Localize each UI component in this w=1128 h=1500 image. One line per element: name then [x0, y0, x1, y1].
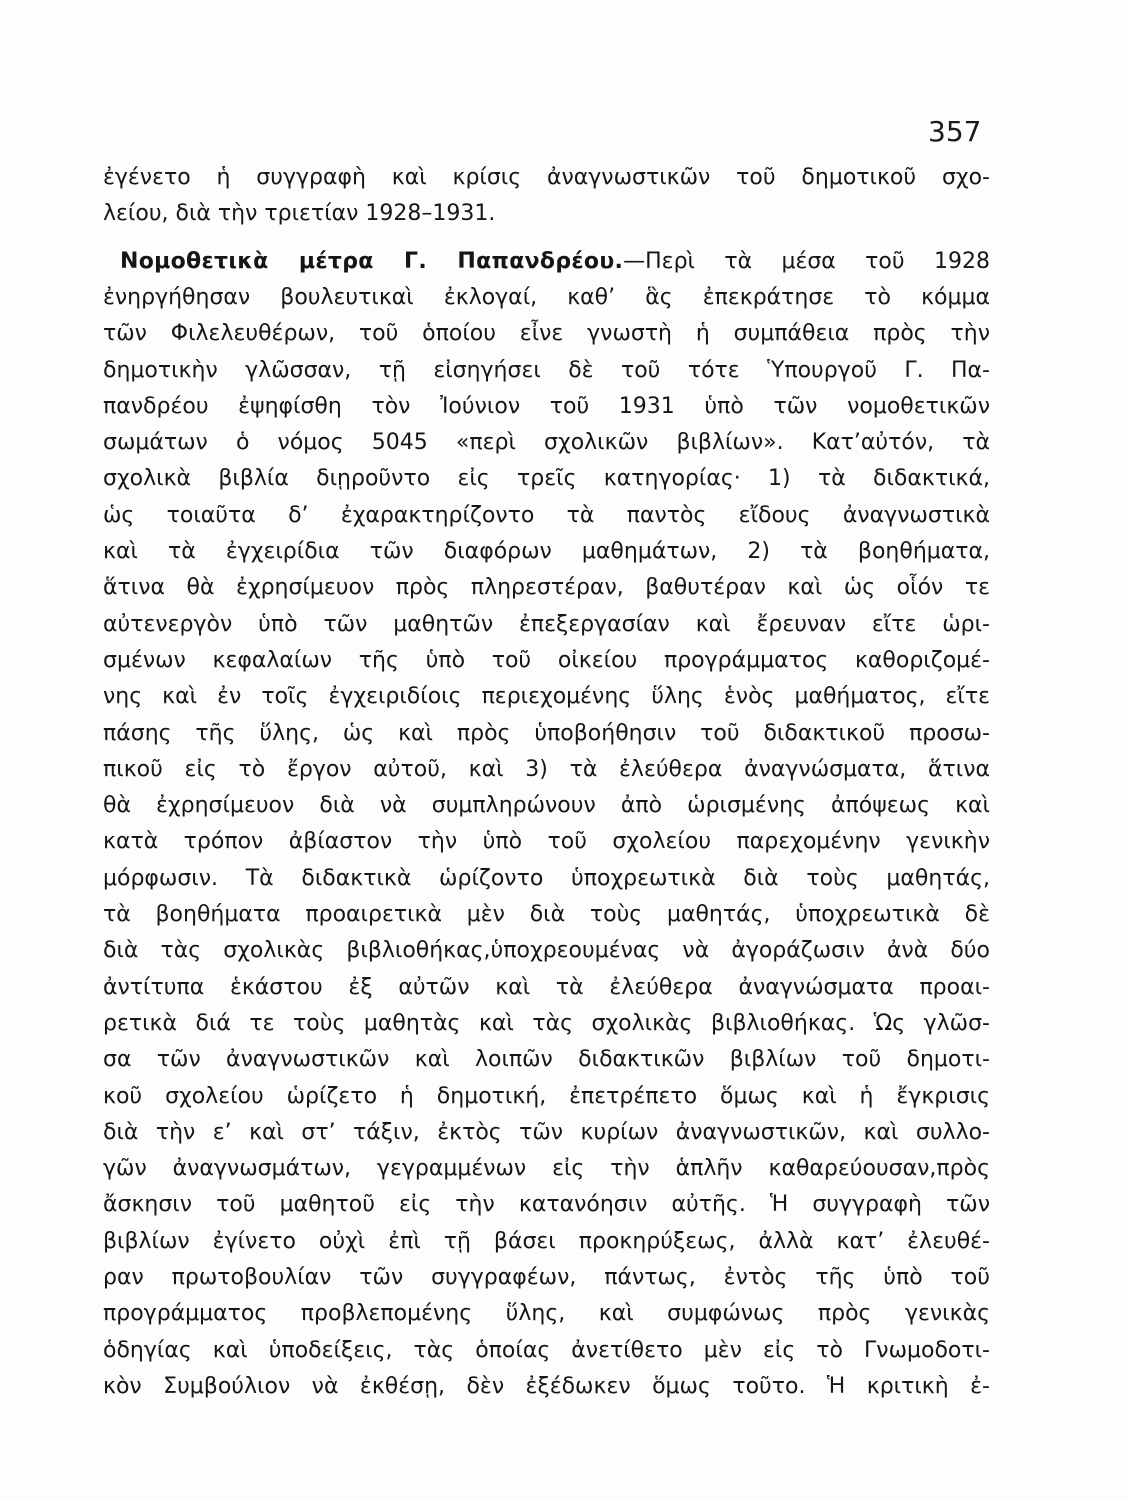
text-line: κοῦ σχολείου ὡρίζετο ἡ δημοτική, ἐπετρέπετο ὅμως καὶ ἡ ἔγκρισις — [103, 1083, 990, 1109]
text-line: κατὰ τρόπον ἀβίαστον τὴν ὑπὸ τοῦ σχολείου παρεχομένην γενικὴν — [103, 829, 990, 855]
text-line: σμένων κεφαλαίων τῆς ὑπὸ τοῦ οἰκείου προγράμματος καθοριζομέ- — [103, 647, 990, 673]
text-line: σχολικὰ βιβλία διῃροῦντο εἰς τρεῖς κατηγορίας· 1) τὰ διδακτικά, — [103, 466, 990, 492]
text-line: σα τῶν ἀναγνωστικῶν καὶ λοιπῶν διδακτικῶν βιβλίων τοῦ δημοτι- — [103, 1047, 990, 1073]
text-line: τῶν Φιλελευθέρων, τοῦ ὁποίου εἶνε γνωστὴ ἡ συμπάθεια πρὸς τὴν — [103, 321, 990, 347]
text-line: διὰ τὴν ε’ καὶ στ’ τάξιν, ἐκτὸς τῶν κυρίων ἀναγνωστικῶν, καὶ συλλο- — [103, 1119, 990, 1145]
page-number: 357 — [928, 115, 982, 148]
text-line: κὸν Συμβούλιον νὰ ἐκθέσῃ, δὲν ἐξέδωκεν ὅμως τοῦτο. Ἡ κριτικὴ ἐ- — [103, 1373, 990, 1399]
text-line: ἄσκησιν τοῦ μαθητοῦ εἰς τὴν κατανόησιν αὐτῆς. Ἡ συγγραφὴ τῶν — [103, 1192, 990, 1218]
text-line: ὁδηγίας καὶ ὑποδείξεις, τὰς ὁποίας ἀνετίθετο μὲν εἰς τὸ Γνωμοδοτι- — [103, 1337, 990, 1363]
text-line: βιβλίων ἐγίνετο οὐχὶ ἐπὶ τῇ βάσει προκηρύξεως, ἀλλὰ κατ’ ἐλευθέ- — [103, 1228, 990, 1254]
text-line: ἅτινα θὰ ἐχρησίμευον πρὸς πληρεστέραν, βαθυτέραν καὶ ὡς οἷόν τε — [103, 575, 990, 601]
text-line: μόρφωσιν. Τὰ διδακτικὰ ὡρίζοντο ὑποχρεωτικὰ διὰ τοὺς μαθητάς, — [103, 865, 990, 891]
text-line: λείου, διὰ τὴν τριετίαν 1928–1931. — [103, 201, 496, 226]
intro-lines — [103, 160, 990, 232]
text-line: καὶ τὰ ἐγχειρίδια τῶν διαφόρων μαθημάτων, 2) τὰ βοηθήματα, — [103, 539, 990, 565]
text-line: δημοτικὴν γλῶσσαν, τῇ εἰσηγήσει δὲ τοῦ τότε Ὑπουργοῦ Γ. Πα- — [103, 357, 990, 383]
text-line: γῶν ἀναγνωσμάτων, γεγραμμένων εἰς τὴν ἁπλῆν καθαρεύουσαν,πρὸς — [103, 1156, 990, 1182]
text-line: πικοῦ εἰς τὸ ἔργον αὐτοῦ, καὶ 3) τὰ ἐλεύθερα ἀναγνώσματα, ἅτινα — [103, 756, 990, 782]
section-heading-title: Νομοθετικὰ μέτρα Γ. Παπανδρέου. — [120, 249, 624, 274]
text-line: ἀντίτυπα ἑκάστου ἐξ αὐτῶν καὶ τὰ ἐλεύθερα ἀναγνώσματα προαι- — [103, 974, 990, 1000]
section-heading-text: —Περὶ τὰ μέσα τοῦ 1928 — [623, 249, 990, 274]
text-line: ραν πρωτοβουλίαν τῶν συγγραφέων, πάντως, ἐντὸς τῆς ὑπὸ τοῦ — [103, 1265, 990, 1291]
text-line: αὐτενεργὸν ὑπὸ τῶν μαθητῶν ἐπεξεργασίαν καὶ ἔρευναν εἴτε ὡρι- — [103, 611, 990, 637]
text-line: σωμάτων ὁ νόμος 5045 «περὶ σχολικῶν βιβλίων». Κατ’αὐτόν, τὰ — [103, 430, 990, 456]
section-heading-line — [103, 244, 990, 280]
text-line: ρετικὰ διά τε τοὺς μαθητὰς καὶ τὰς σχολικὰς βιβλιοθήκας. Ὡς γλῶσ- — [103, 1010, 990, 1036]
section-heading-block — [103, 244, 990, 280]
text-line: πάσης τῆς ὕλης, ὡς καὶ πρὸς ὑποβοήθησιν τοῦ διδακτικοῦ προσω- — [103, 720, 990, 746]
text-line: νης καὶ ἐν τοῖς ἐγχειριδίοις περιεχομένης ὕλης ἑνὸς μαθήματος, εἴτε — [103, 684, 990, 710]
text-line: ὡς τοιαῦτα δ’ ἐχαρακτηρίζοντο τὰ παντὸς εἴδους ἀναγνωστικὰ — [103, 502, 990, 528]
text-line: ἐνηργήθησαν βουλευτικαὶ ἐκλογαί, καθ’ ἃς ἐπεκράτησε τὸ κόμμα — [103, 285, 990, 310]
text-line: διὰ τὰς σχολικὰς βιβλιοθήκας,ὑποχρεουμένας νὰ ἀγοράζωσιν ἀνὰ δύο — [103, 938, 990, 964]
text-line: θὰ ἐχρησίμευον διὰ νὰ συμπληρώνουν ἀπὸ ὡρισμένης ἀπόψεως καὶ — [103, 793, 990, 819]
body-text — [103, 280, 990, 1405]
text-line: ἐγένετο ἡ συγγραφὴ καὶ κρίσις ἀναγνωστικῶν τοῦ δημοτικοῦ σχο- — [103, 165, 990, 190]
text-line: προγράμματος προβλεπομένης ὕλης, καὶ συμφώνως πρὸς γενικὰς — [103, 1301, 990, 1327]
text-line: τὰ βοηθήματα προαιρετικὰ μὲν διὰ τοὺς μαθητάς, ὑποχρεωτικὰ δὲ — [103, 902, 990, 928]
text-line: πανδρέου ἐψηφίσθη τὸν Ἰούνιον τοῦ 1931 ὑπὸ τῶν νομοθετικῶν — [103, 393, 990, 419]
